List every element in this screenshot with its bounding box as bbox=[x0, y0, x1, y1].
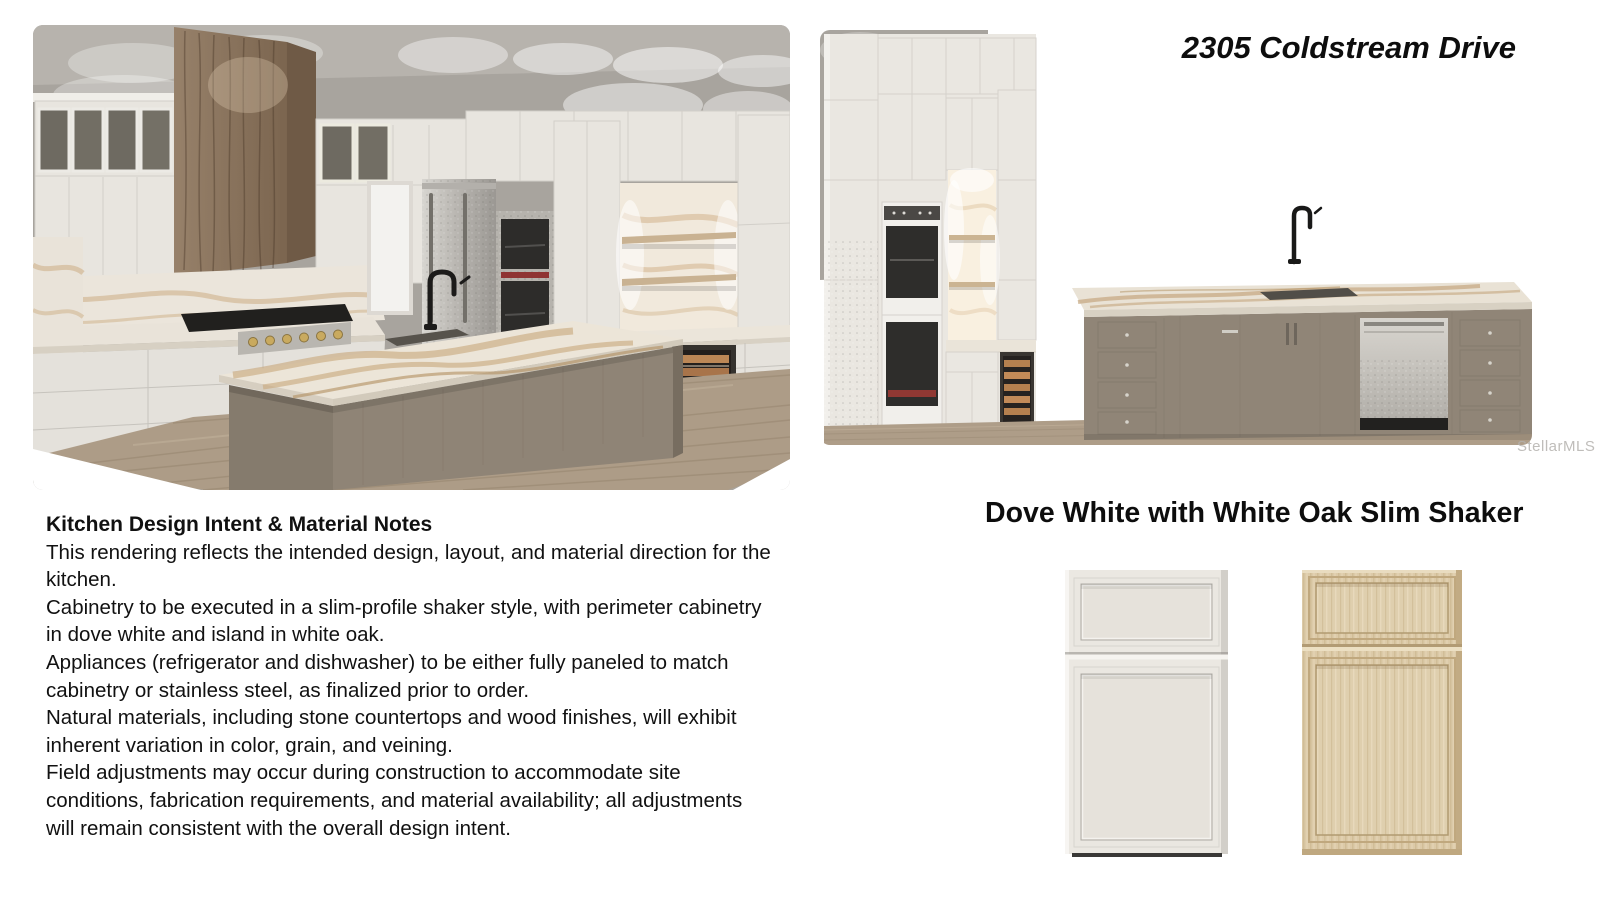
notes-line: in dove white and island in white oak. bbox=[46, 623, 385, 647]
kitchen-rendering-left bbox=[33, 25, 790, 490]
kitchen-rendering-left-art bbox=[33, 25, 790, 490]
dove-white-door-sample bbox=[1065, 570, 1228, 858]
notes-line: Natural materials, including stone countertops and wood finishes, will exhibit bbox=[46, 706, 737, 730]
notes-line: inherent variation in color, grain, and veining. bbox=[46, 733, 453, 757]
lighted-shelf-niche bbox=[944, 168, 1000, 340]
notes-line: This rendering reflects the intended design, layout, and material direction for the bbox=[46, 540, 771, 564]
stellar-mls-watermark: StellarMLS bbox=[1517, 438, 1596, 455]
notes-line: cabinetry or stainless steel, as finalized prior to order. bbox=[46, 678, 530, 702]
notes-line: Cabinetry to be executed in a slim-profile shaker style, with perimeter cabinetry bbox=[46, 595, 762, 619]
wood-vent-hood bbox=[174, 27, 316, 277]
wine-cooler bbox=[1000, 352, 1034, 428]
dove-white-door-art bbox=[1065, 570, 1228, 858]
dishwasher bbox=[1360, 318, 1448, 430]
kitchen-rendering-right bbox=[820, 30, 1532, 445]
white-oak-door-art bbox=[1302, 570, 1462, 855]
notes-line: kitchen. bbox=[46, 568, 117, 592]
address-title: 2305 Coldstream Drive bbox=[1181, 30, 1516, 65]
double-wall-ovens bbox=[882, 202, 942, 427]
tall-cabinet-wall bbox=[824, 34, 1036, 434]
notes-heading: Kitchen Design Intent & Material Notes bbox=[46, 513, 433, 536]
open-shelving-niche bbox=[616, 183, 742, 333]
white-oak-door-sample bbox=[1302, 570, 1462, 855]
notes-line: conditions, fabrication requirements, and material availability; all adjustments bbox=[46, 788, 743, 812]
doorway bbox=[369, 183, 411, 313]
notes-line: will remain consistent with the overall design intent. bbox=[46, 816, 511, 840]
notes-line: Appliances (refrigerator and dishwasher) to be either fully paneled to match bbox=[46, 650, 729, 674]
kitchen-rendering-right-art bbox=[820, 30, 1532, 445]
samples-heading: Dove White with White Oak Slim Shaker bbox=[985, 497, 1524, 529]
design-notes bbox=[46, 511, 846, 842]
notes-line: Field adjustments may occur during construction to accommodate site bbox=[46, 761, 681, 785]
